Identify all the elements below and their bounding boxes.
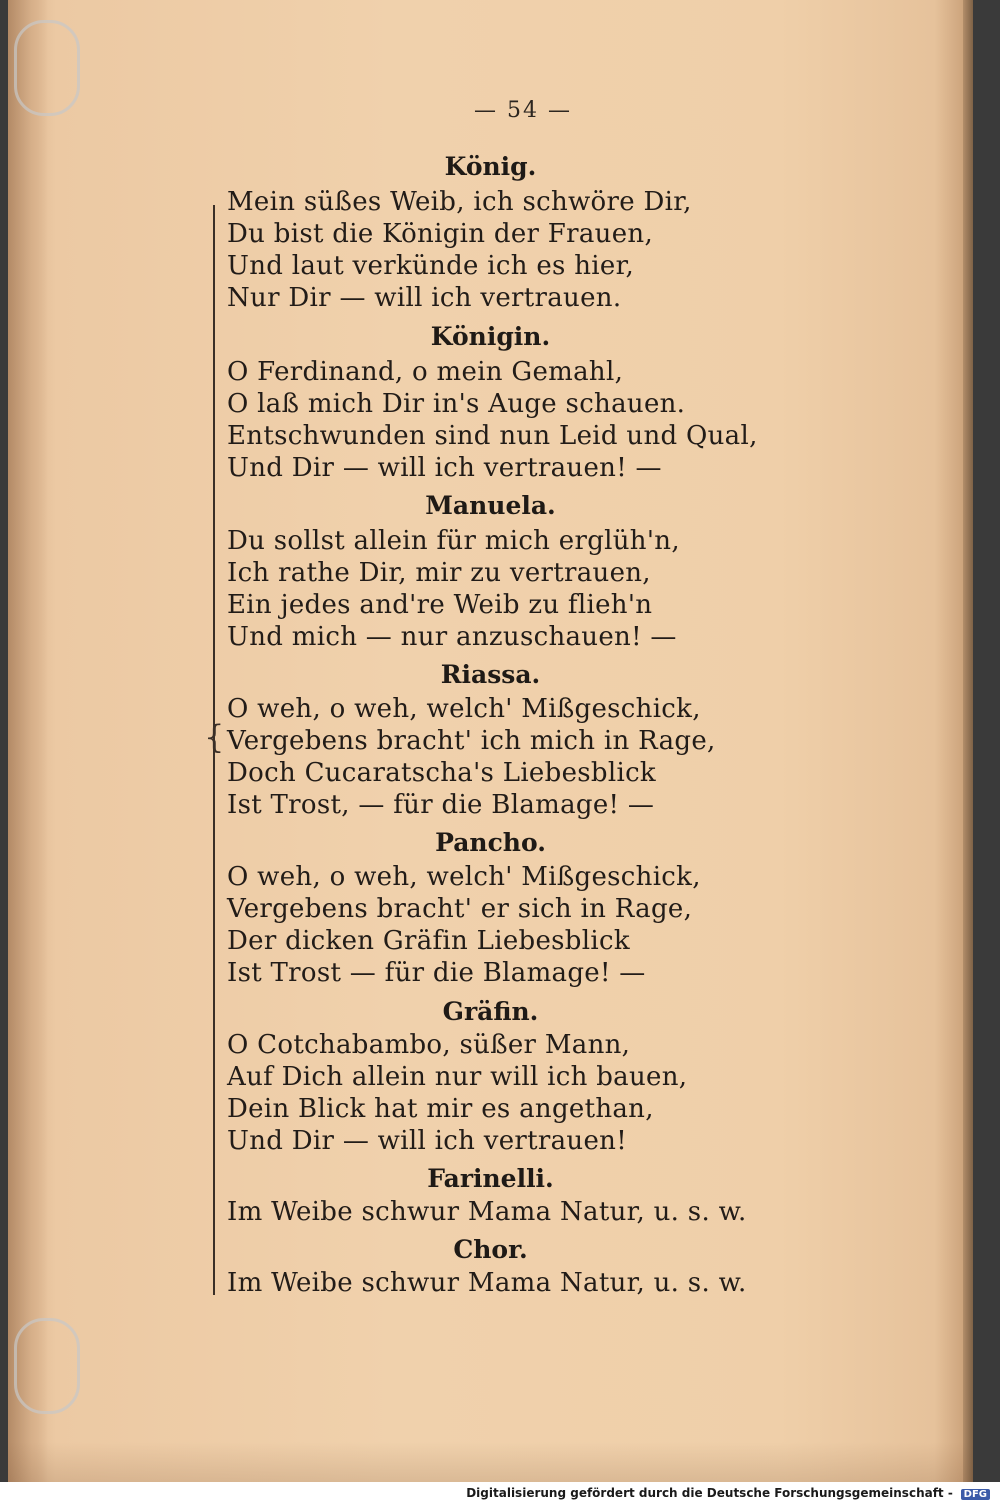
dfg-logo: DFG (961, 1489, 990, 1500)
verse-line: Ich rathe Dir, mir zu vertrauen, (227, 558, 651, 588)
speaker-name: Gräfin. (442, 997, 539, 1026)
verse-line: Nur Dir — will ich vertrauen. (227, 283, 622, 313)
verse-line: Dein Blick hat mir es angethan, (227, 1094, 654, 1124)
speaker-name: Pancho. (435, 828, 546, 857)
verse-line: Und Dir — will ich vertrauen! (227, 1126, 627, 1156)
verse-line: Und Dir — will ich vertrauen! — (227, 453, 662, 483)
digitization-footer (466, 1486, 990, 1500)
verse-line: Entschwunden sind nun Leid und Qual, (227, 421, 758, 451)
verse-line: Im Weibe schwur Mama Natur, u. s. w. (227, 1197, 747, 1227)
book-page (8, 0, 973, 1482)
verse-line: Du sollst allein für mich erglüh'n, (227, 526, 680, 556)
verse-line: Du bist die Königin der Frauen, (227, 219, 654, 249)
speaker-name: König. (444, 152, 537, 181)
verse-line: O Ferdinand, o mein Gemahl, (227, 357, 624, 387)
verse-line: Der dicken Gräfin Liebesblick (227, 926, 630, 956)
footer-text: Digitalisierung gefördert durch die Deutsche Forschungsgemeinschaft - (466, 1486, 953, 1500)
speaker-name: Chor. (453, 1235, 528, 1264)
speaker-name: Königin. (430, 322, 551, 351)
verse-line: Und laut verkünde ich es hier, (227, 251, 635, 281)
verse-line: Im Weibe schwur Mama Natur, u. s. w. (227, 1268, 747, 1298)
verse-line: Mein süßes Weib, ich schwöre Dir, (227, 187, 692, 217)
verse-line: O laß mich Dir in's Auge schauen. (227, 389, 686, 419)
page-bottom-shade (8, 1442, 973, 1482)
binding-ring-icon (14, 1318, 80, 1414)
speaker-name: Farinelli. (427, 1164, 554, 1193)
brace-tip-icon: { (204, 718, 225, 756)
verse-line: Ist Trost, — für die Blamage! — (227, 790, 655, 820)
verse-line: Ein jedes and're Weib zu flieh'n (227, 590, 653, 620)
verse-line: Vergebens bracht' er sich in Rage, (227, 894, 693, 924)
verse-line: Ist Trost — für die Blamage! — (227, 958, 646, 988)
verse-line: Vergebens bracht' ich mich in Rage, (227, 726, 716, 756)
verse-line: Und mich — nur anzuschauen! — (227, 622, 677, 652)
verse-line: O weh, o weh, welch' Mißgeschick, (227, 694, 701, 724)
speaker-name: Riassa. (440, 660, 541, 689)
verse-line: Doch Cucaratscha's Liebesblick (227, 758, 656, 788)
verse-line: O Cotchabambo, süßer Mann, (227, 1030, 631, 1060)
verse-line: O weh, o weh, welch' Mißgeschick, (227, 862, 701, 892)
speaker-name: Manuela. (425, 491, 556, 520)
verse-line: Auf Dich allein nur will ich bauen, (227, 1062, 688, 1092)
page-number: — 54 — (474, 98, 572, 123)
